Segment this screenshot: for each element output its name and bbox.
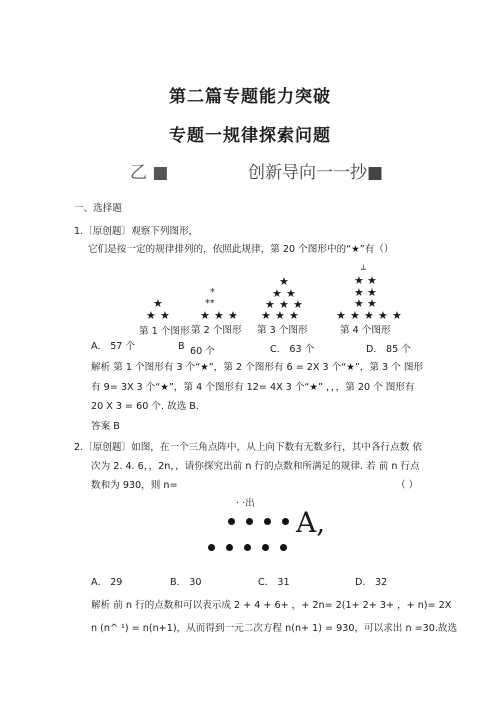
fig2-mark: * — [210, 287, 215, 298]
star-icon: ★ — [261, 309, 271, 322]
dot — [280, 544, 287, 551]
dot — [264, 518, 271, 525]
banner-left-text: 乙 ■ — [130, 163, 169, 183]
fig-label: 第 4 个图形 — [340, 325, 391, 336]
q1-answer: 答案 B — [91, 421, 120, 432]
star-icon: ★ — [354, 274, 364, 287]
q2-option-a: A． 29 — [91, 577, 123, 588]
fig2-mark-pair: ** — [205, 298, 215, 309]
q1-analysis-line: 有 9= 3X 3 个“★”，第 4 个图形有 12= 4X 3 个“★” ，，，第 20 个 图形有 — [91, 382, 415, 393]
q1-option-c: C． 63 个 — [270, 344, 315, 355]
q1-text: 它们是按一定的规律排列的，依照此规律，第 20 个图形中的“★”有（） — [88, 244, 394, 255]
star-icon: ★ — [336, 309, 346, 322]
page-title: 第二篇专题能力突破 — [169, 87, 331, 107]
page-subtitle: 专题一规律探索问题 — [169, 126, 331, 146]
q1-option-b-letter: B — [178, 341, 185, 352]
section-heading: 一、选择题 — [74, 203, 122, 214]
q2-option-b: B． 30 — [170, 577, 202, 588]
star-icon: ★ — [354, 286, 364, 299]
q1-option-b-value: 60 个 — [190, 346, 215, 357]
q2-line: 数和为 930，则 n= — [91, 480, 178, 491]
fig4-top-mark: ┴ — [361, 265, 366, 274]
banner-right-text: 创新导向一一抄■ — [248, 163, 384, 183]
dot — [262, 544, 269, 551]
star-icon: ★ — [272, 287, 282, 300]
star-icon: ★ — [265, 298, 275, 311]
star-icon: ★ — [275, 309, 285, 322]
dot — [208, 544, 215, 551]
star-icon: ★ — [350, 309, 360, 322]
star-icon: ★ — [392, 309, 402, 322]
q2-answer-paren: （ ） — [396, 480, 419, 491]
star-icon: ★ — [153, 297, 163, 310]
star-icon: ★ — [289, 309, 299, 322]
fig-top-text: · ·出 — [236, 498, 255, 509]
star-icon: ★ — [160, 309, 170, 322]
star-icon: ★ — [228, 309, 238, 322]
star-icon: ★ — [367, 274, 377, 287]
dot — [246, 518, 253, 525]
q1-stem: 1.〔原创题〕观察下列图形， — [74, 226, 199, 237]
q2-option-d: D． 32 — [355, 577, 388, 588]
star-icon: ★ — [293, 298, 303, 311]
star-icon: ★ — [200, 309, 210, 322]
q2-stem: 2.〔原创题〕如图，在一个三角点阵中，从上向下数有无数多行，其中各行点数 依 — [74, 442, 422, 453]
star-icon: ★ — [367, 297, 377, 310]
star-icon: ★ — [378, 309, 388, 322]
q2-line: 次为 2. 4. 6，，2n，，请你探究出前 n 行的点数和所满足的规律. 若 前 n 行点 — [91, 461, 420, 472]
dot — [282, 518, 289, 525]
dot — [228, 518, 235, 525]
dot — [226, 544, 233, 551]
star-icon: ★ — [146, 309, 156, 322]
q2-analysis-line: n (n^ ¹) = n(n+1)，从而得到一元二次方程 n(n+ 1) = 930，可以求出 n =30.故选 — [91, 623, 458, 634]
q1-option-d: D． 85 个 — [366, 344, 411, 355]
star-icon: ★ — [364, 309, 374, 322]
star-icon: ★ — [279, 275, 289, 288]
fig-label: 第 3 个图形 — [257, 325, 308, 336]
star-icon: ★ — [214, 309, 224, 322]
q1-option-a: A． 57 个 — [91, 341, 136, 352]
q2-option-c: C． 31 — [258, 577, 290, 588]
dot — [244, 544, 251, 551]
star-icon: ★ — [279, 298, 289, 311]
star-icon: ★ — [354, 297, 364, 310]
q1-analysis-line: 解析 第 1 个图形有 3 个“★”，第 2 个图形有 6 = 2X 3 个“★”，第 3 个 图形 — [91, 362, 424, 373]
star-icon: ★ — [286, 287, 296, 300]
fig-letter: A, — [296, 506, 326, 539]
q2-analysis-line: 解析 前 n 行的点数和可以表示成 2 + 4 + 6+ ，+ 2n= 2(1+ 2+ 3+ ，+ n)= 2X — [91, 600, 452, 611]
star-icon: ★ — [367, 286, 377, 299]
fig-label: 第 2 个图形 — [191, 325, 242, 336]
fig-label: 第 1 个图形 — [139, 326, 190, 337]
q1-analysis-line: 20 X 3 = 60 个. 故选 B. — [91, 401, 199, 412]
